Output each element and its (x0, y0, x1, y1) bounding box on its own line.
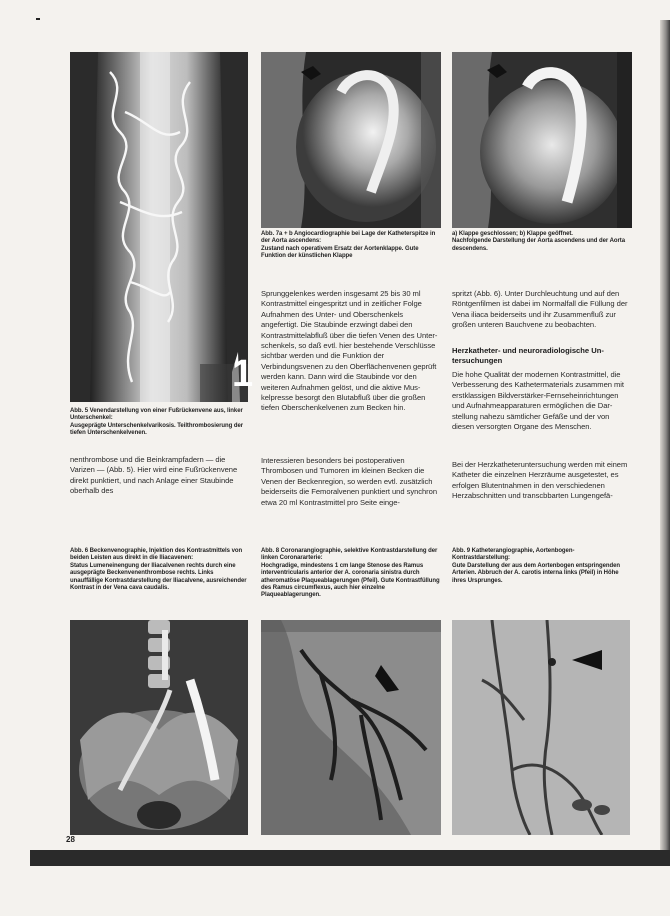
column2-body-text-2: Interessieren besonders bei postoperativen Thrombosen und Tumoren im kleinen Becken die Venen der Beckenregion, so werden evtl. zusätzlich beiderseits die Femoralvenen punktiert und synchron etwa 20 ml Kontrastmittel pro Seite einge- (261, 456, 438, 507)
caption-abb9: Abb. 9 Katheterangiographie, Aortenbogen-Kontrastdarstellung: Gute Darstellung der aus dem Aortenbogen entspringenden Arterien. Abbruch der A. carotis interna links (Pfeil) in Höhe ihres Ursprunges. (452, 548, 621, 584)
column3-body-text-2: Die hohe Qualität der modernen Kontrastmittel, die Verbesserung des Kathetermaterials zusammen mit erstklassigen Bildverstärker-Fernseheinrichtungen und Aufnahmeapparaturen ermöglichen die Darstellung nahezu sämtlicher Gefäße und der von diesen versorgten Organe des Menschen. (452, 370, 624, 432)
venogram-leg-image (70, 52, 248, 402)
aortic-arch-angiogram-image (452, 620, 630, 835)
overlay-numeral: 1 (232, 353, 254, 395)
page-number: 28 (66, 835, 75, 844)
section-heading: Herzkatheter- und neuroradiologische Untersuchungen (452, 346, 604, 366)
scan-edge-bottom (30, 850, 670, 866)
pelvic-venogram-image (70, 620, 248, 835)
angiocardiogram-valve-closed-image (261, 52, 441, 228)
column1-body-text: nenthrombose und die Beinkrampfadern — die Varizen — (Abb. 5). Hier wird eine Fußrückenvene direkt punktiert, und nach Anlage einer Staubinde oberhalb des (70, 455, 238, 496)
caption-abb7-continued: a) Klappe geschlossen; b) Klappe geöffnet. Nachfolgende Darstellung der Aorta ascendens und der Aorta descendens. (452, 231, 626, 252)
coronary-angiogram-image (261, 620, 441, 835)
column2-body-text: Sprunggelenkes werden insgesamt 25 bis 30 ml Kontrastmittel eingespritzt und in zeitlicher Folge Aufnahmen des Unter- und Oberschenkels angefertigt. Die Staubinde erzwingt dabei den Kontrastmittelabfluß über die tiefen Venen des Unterschenkels, so daß evtl. hier bestehende Verschlüsse sichtbar werden und die Funktion der Verbindungsvenen zu den Oberflächenvenen geprüft werden kann. Dann wird die Staubinde vor den weiteren Aufnahmen gelöst, und die aktive Muskelpresse besorgt den Blutabfluß über die großen tiefen Oberschenkelvenen zum Becken hin. (261, 289, 438, 413)
caption-abb6: Abb. 6 Beckenvenographie, Injektion des Kontrastmittels von beiden Leisten aus direkt in die Iliacavenen: Status Lumeneinengung der Iliacalvenen rechts durch eine ausgeprägte Beckenvenenthrombose rechts. Links unauffällige Kontrastdarstellung der Iliacalvene, ausreichender Kontrast in der Vena cava caudalis. (70, 548, 247, 592)
scan-edge-right (660, 20, 670, 850)
caption-abb7: Abb. 7a + b Angiocardiographie bei Lage der Katheterspitze in der Aorta ascendens: Zustand nach operativem Ersatz der Aortenklappe. Gute Funktion der künstlichen Klappe (261, 231, 436, 260)
column3-body-text-3: Bei der Herzkatheteruntersuchung werden mit einem Katheter die einzelnen Herzräume ausgetestet, es erfolgen Blutentnahmen in den verschiedenen Herzabschnitten und transcbbarten Lungengefä- (452, 460, 628, 501)
column3-body-text: spritzt (Abb. 6). Unter Durchleuchtung und auf den Röntgenfilmen ist dabei im Normalfall die Füllung der Vena iliaca beiderseits und ihr Zusammenfluß zur großen unteren Bauchvene zu beobachten. (452, 289, 628, 330)
caption-abb5: Abb. 5 Venendarstellung von einer Fußrückenvene aus, linker Unterschenkel: Ausgeprägte Unterschenkelvarikosis. Teilthrombosierung der tiefen Unterschenkelvenen. (70, 408, 244, 437)
angiocardiogram-valve-open-image (452, 52, 632, 228)
corner-mark (36, 18, 40, 20)
caption-abb8: Abb. 8 Coronarangiographie, selektive Kontrastdarstellung der linken Coronararterie: Hochgradige, mindestens 1 cm lange Stenose des Ramus interventricularis anterior der A. coronaria sinistra durch atheromatöse Plaqueablagerungen (Pfeil). Gute Kontrastfüllung des Ramus circumflexus, auch hier einzelne Plaqueablagerungen. (261, 548, 440, 599)
